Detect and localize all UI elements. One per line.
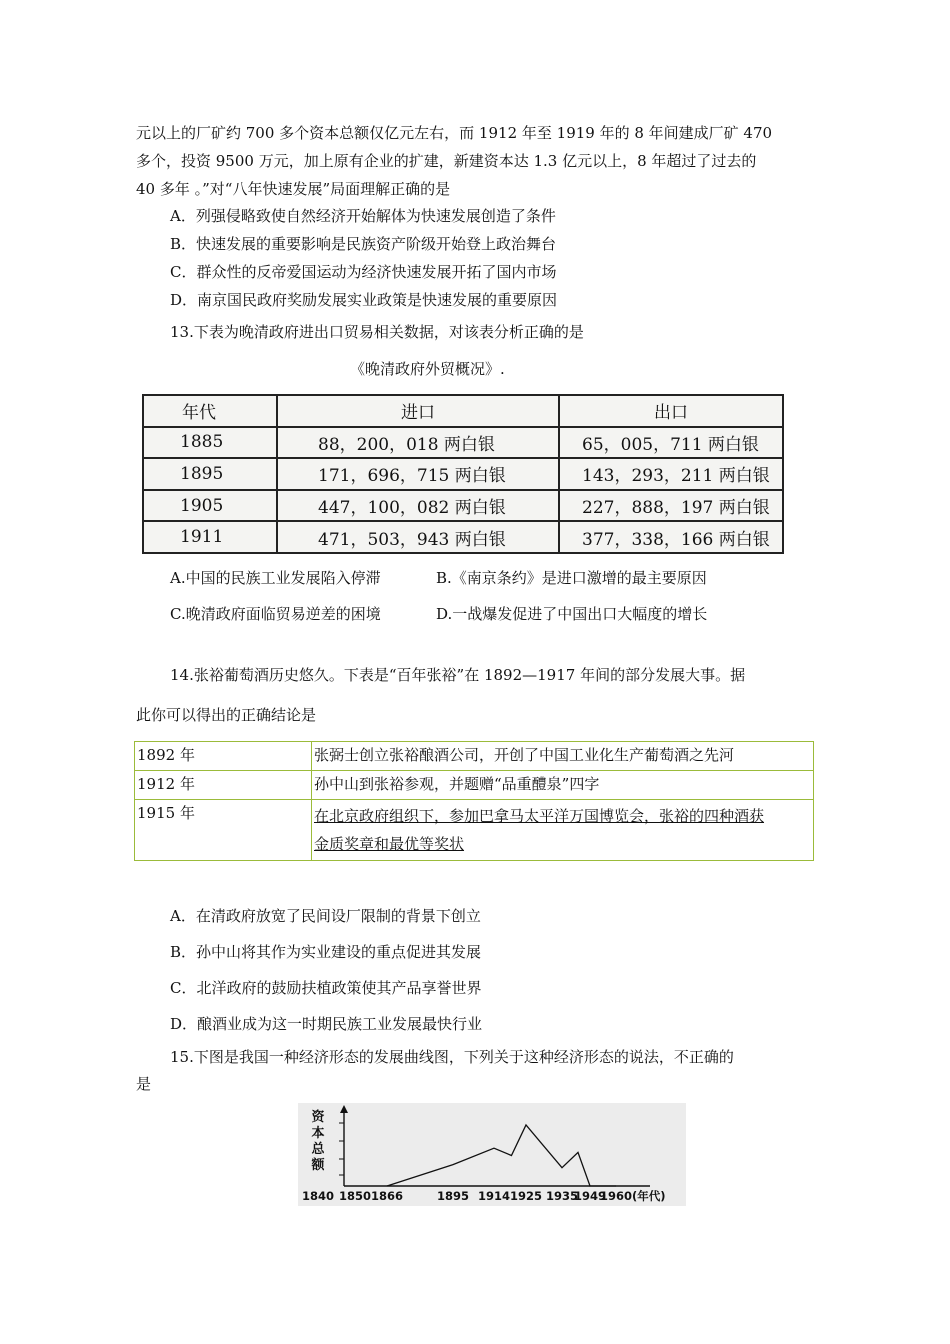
- table-row: [143, 427, 783, 459]
- table-row: [135, 742, 814, 771]
- cell-year: 1885: [143, 427, 277, 459]
- header-import: 进口: [277, 395, 559, 427]
- option-a: A．列强侵略致使自然经济开始解体为快速发展创造了条件: [170, 207, 556, 225]
- cell-year: 1912 年: [135, 771, 312, 800]
- trade-table: [142, 394, 784, 554]
- question-15-stem: 15.下图是我国一种经济形态的发展曲线图，下列关于这种经济形态的说法，不正确的: [170, 1048, 734, 1066]
- y-axis-label: 额: [311, 1158, 325, 1173]
- x-axis-label: (年代): [632, 1189, 666, 1203]
- y-axis-label: 本: [311, 1126, 325, 1141]
- table-title: 《晚清政府外贸概况》.: [350, 360, 505, 378]
- table-header-row: [143, 395, 783, 427]
- question-15-stem-cont: 是: [136, 1075, 152, 1093]
- cell-export: 377，338，166 两白银: [559, 521, 783, 553]
- cell-year: 1892 年: [135, 742, 312, 771]
- option-c: C．群众性的反帝爱国运动为经济快速发展开拓了国内市场: [170, 263, 557, 281]
- option-b: B．孙中山将其作为实业建设的重点促进其发展: [170, 943, 482, 961]
- cell-year: 1911: [143, 521, 277, 553]
- events-table: [134, 741, 814, 861]
- option-c: C．北洋政府的鼓励扶植政策使其产品享誉世界: [170, 979, 482, 997]
- text-line: 40 多年 。”对“八年快速发展”局面理解正确的是: [136, 180, 451, 198]
- cell-import: 447，100，082 两白银: [277, 490, 559, 522]
- capital-chart: [298, 1103, 686, 1206]
- y-axis-label: 资: [311, 1110, 325, 1125]
- option-d: D．南京国民政府奖励发展实业政策是快速发展的重要原因: [170, 291, 558, 309]
- cell-year: 1915 年: [135, 800, 312, 861]
- cell-import: 88，200，018 两白银: [277, 427, 559, 459]
- option-c: C.晚清政府面临贸易逆差的困境: [170, 605, 381, 623]
- option-b: B.《南京条约》是进口激增的最主要原因: [436, 569, 707, 587]
- option-a: A.中国的民族工业发展陷入停滞: [170, 569, 381, 587]
- x-tick-label: 1866: [370, 1189, 404, 1203]
- table-row: [135, 771, 814, 800]
- option-a: A．在清政府放宽了民间设厂限制的背景下创立: [170, 907, 481, 925]
- option-d: D．酿酒业成为这一时期民族工业发展最快行业: [170, 1015, 483, 1033]
- text-line: 多个，投资 9500 万元，加上原有企业的扩建，新建资本达 1.3 亿元以上，8 年超过了过去的: [136, 152, 757, 170]
- x-tick-label: 1840: [301, 1189, 335, 1203]
- table-row: [143, 490, 783, 522]
- cell-export: 65，005，711 两白银: [559, 427, 783, 459]
- x-tick-label: 1850: [338, 1189, 372, 1203]
- chart-svg: [298, 1103, 686, 1206]
- question-14-stem: 14.张裕葡萄酒历史悠久。下表是“百年张裕”在 1892—1917 年间的部分发展大事。据: [170, 666, 746, 684]
- table-row: [143, 458, 783, 490]
- question-14-stem-cont: 此你可以得出的正确结论是: [136, 706, 317, 724]
- header-year: 年代: [143, 395, 277, 427]
- x-tick-label: 1935: [545, 1189, 579, 1203]
- x-tick-label: 1895: [436, 1189, 470, 1203]
- header-export: 出口: [559, 395, 783, 427]
- cell-year: 1905: [143, 490, 277, 522]
- x-tick-label: 1949: [573, 1189, 607, 1203]
- event-line: 金质奖章和最优等奖状: [314, 835, 465, 853]
- table-row: [135, 800, 814, 861]
- text-line: 元以上的厂矿约 700 多个资本总额仅亿元左右，而 1912 年至 1919 年的 8 年间建成厂矿 470: [136, 124, 773, 142]
- y-axis-label: 总: [311, 1142, 325, 1157]
- cell-event: [312, 800, 814, 861]
- option-d: D.一战爆发促进了中国出口大幅度的增长: [436, 605, 708, 623]
- cell-event: 张弼士创立张裕酿酒公司，开创了中国工业化生产葡萄酒之先河: [312, 742, 814, 771]
- x-tick-label: 1960: [599, 1189, 633, 1203]
- option-b: B．快速发展的重要影响是民族资产阶级开始登上政治舞台: [170, 235, 557, 253]
- series-line: [387, 1125, 616, 1186]
- cell-import: 471，503，943 两白银: [277, 521, 559, 553]
- y-axis-arrow: [340, 1105, 348, 1113]
- table-row: [143, 521, 783, 553]
- cell-event: 孙中山到张裕参观，并题赠“品重醴泉”四字: [312, 771, 814, 800]
- question-13-stem: 13.下表为晚清政府进出口贸易相关数据，对该表分析正确的是: [170, 323, 584, 341]
- cell-export: 143，293，211 两白银: [559, 458, 783, 490]
- cell-year: 1895: [143, 458, 277, 490]
- x-tick-label: 1925: [509, 1189, 543, 1203]
- x-tick-label: 1914: [477, 1189, 511, 1203]
- event-line: 在北京政府组织下，参加巴拿马太平洋万国博览会，张裕的四种酒获: [314, 807, 765, 825]
- cell-export: 227，888，197 两白银: [559, 490, 783, 522]
- cell-import: 171，696，715 两白银: [277, 458, 559, 490]
